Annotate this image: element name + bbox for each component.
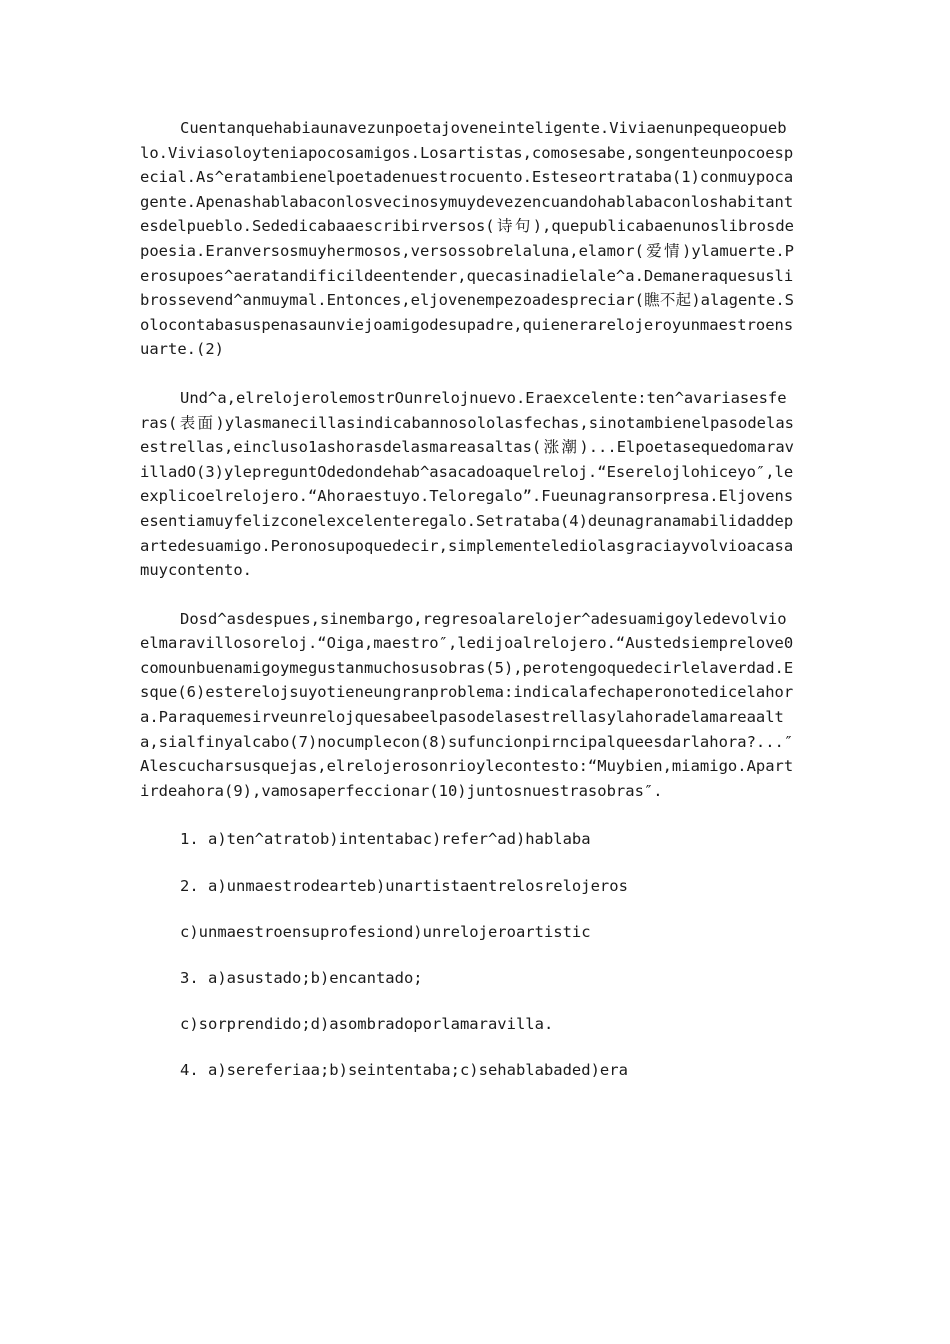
- story-paragraph-3: Dosd^asdespues,sinembargo,regresoalarelojer^adesuamigoyledevolvioelmaravillosoreloj.“Oiga,maestro″,ledijoalrelojero.“Austedsiemprelove0comounbuenamigoymegustanmuchosusobras(5),perotengoquedecirlelaverdad.Esque(6)esterelojsuyotieneungranproblema:indicalafechaperonotedicelahora.Paraquemesirveunrelojquesabeelpasodelasestrellasylahoradelamareaalta,sialfinyalcabo(7)nocumplecon(8)sufuncionpirncipalqueesdarlahora?...″Alescucharsusquejas,elrelojerosonrioylecontesto:“Muybien,miamigo.Apartirdeahora(9),vamosaperfeccionar(10)juntosnuestrasobras″.: [140, 609, 794, 800]
- document-page: [140, 116, 794, 1104]
- story-paragraph-2: Und^a,elrelojerolemostrOunrelojnuevo.Eraexcelente:ten^avariasesferas(表面)ylasmanecillasindicabannosololasfechas,sinotambienelpasodelasestrellas,eincluso1ashorasdelasmareasaltas(涨潮)...ElpoetasequedomaravilladO(3)ylepreguntOdedondehab^asacadoaquelreloj.“Eserelojlohiceyo″,leexplicoelrelojero.“Ahoraestuyo.Teloregalo”.Fueunagransorpresa.Eljovensesentiamuyfelizconelexcelenteregalo.Setrataba(4)deunagranamabilidaddepartedesuamigo.Peronosupoquedecir,simplementelediolasgraciayvolvioacasamuycontento.: [140, 388, 794, 580]
- option-line: 4. a)sereferiaa;b)seintentaba;c)sehablabaded)era: [180, 1060, 628, 1079]
- option-line: c)sorprendido;d)asombradoporlamaravilla.: [180, 1014, 554, 1033]
- question-options: [140, 827, 794, 1082]
- option-line: 3. a)asustado;b)encantado;: [180, 968, 423, 987]
- option-line: c)unmaestroensuprofesiond)unrelojeroartistic: [180, 922, 591, 941]
- option-line: 2. a)unmaestrodearteb)unartistaentrelosrelojeros: [180, 876, 628, 895]
- story-paragraph-1: Cuentanquehabiaunavezunpoetajoveneinteligente.Viviaenunpequeopueblo.Viviasoloyteniapocosamigos.Losartistas,comosesabe,songenteunpocoespecial.As^eratambienelpoetadenuestrocuento.Esteseortrataba(1)conmuypocagente.Apenashablabaconlosvecinosymuydevezencuandohablabaconloshabitantesdelpueblo.Sededicabaaescribirversos(诗句),quepublicabaenunoslibrosdepoesia.Eranversosmuyhermosos,versossobrelaluna,elamor(爱情)ylamuerte.Perosupoes^aeratandificildeentender,quecasinadielale^a.Demaneraquesuslibrossevend^anmuymal.Entonces,eljovenempezoadespreciar(瞧不起)alagente.Solocontabasuspenasaunviejoamigodesupadre,quienerarelojeroyunmaestroensuarte.(2): [140, 119, 794, 359]
- option-line: 1. a)ten^atratob)intentabac)refer^ad)hablaba: [180, 830, 591, 849]
